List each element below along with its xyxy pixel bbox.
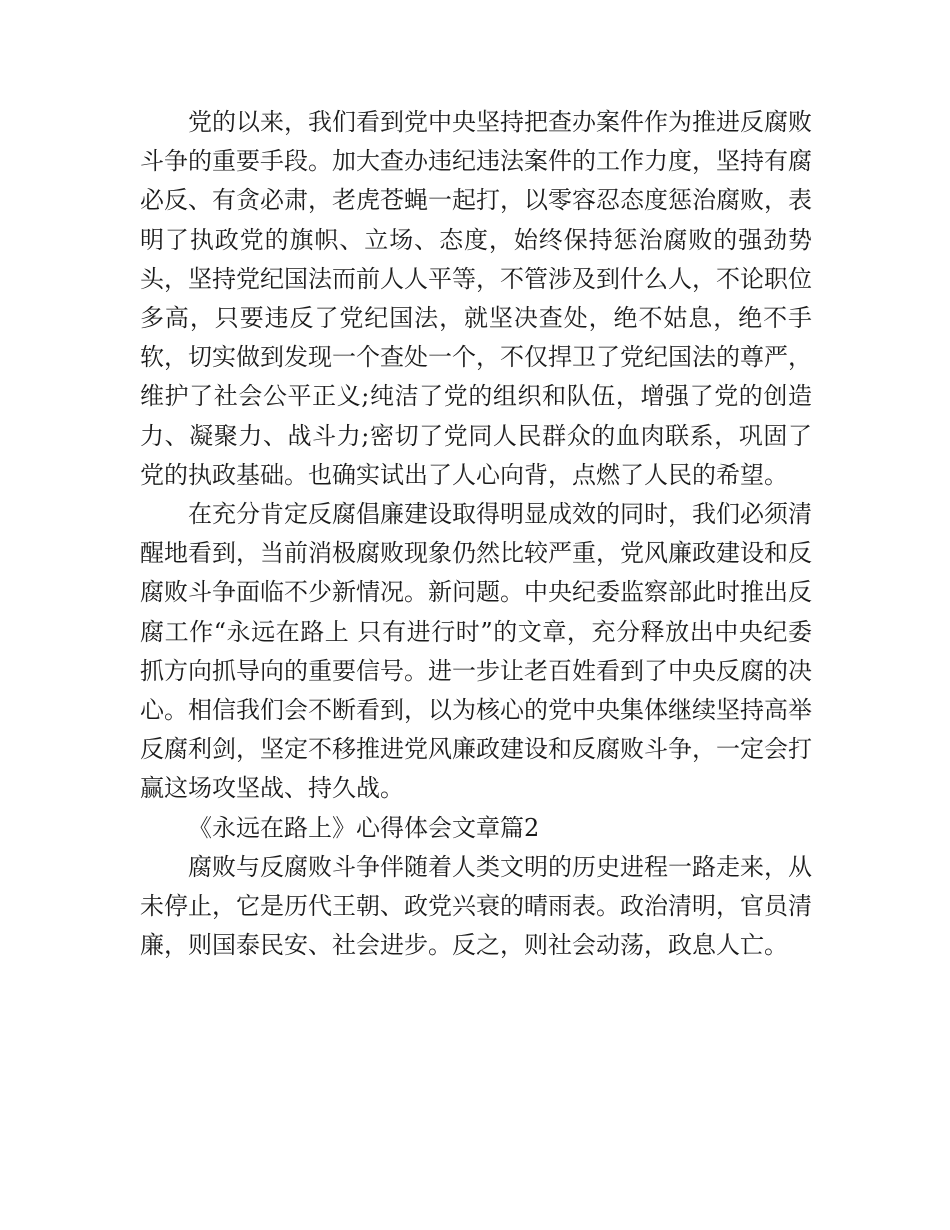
section-heading: 《永远在路上》心得体会文章篇2 (188, 813, 540, 842)
paragraph-1: 党的以来，我们看到党中央坚持把查办案件作为推进反腐败斗争的重要手段。加大查办违纪违法案件的工作力度，坚持有腐必反、有贪必肃，老虎苍蝇一起打，以零容忍态度惩治腐败，表明了执政党的旗帜、立场、态度，始终保持惩治腐败的强劲势头，坚持党纪国法而前人人平等，不管涉及到什么人，不论职位多高，只要违反了党纪国法，就坚决查处，绝不姑息，绝不手软，切实做到发现一个查处一个，不仅捍卫了党纪国法的尊严，维护了社会公平正义;纯洁了党的组织和队伍，增强了党的创造力、凝聚力、战斗力;密切了党同人民群众的血肉联系，巩固了党的执政基础。也确实试出了人心向背，点燃了人民的希望。 (140, 108, 812, 489)
paragraph-3: 腐败与反腐败斗争伴随着人类文明的历史进程一路走来，从未停止，它是历代王朝、政党兴衰的晴雨表。政治清明，官员清廉，则国泰民安、社会进步。反之，则社会动荡，政息人亡。 (140, 852, 812, 960)
document-body (140, 103, 812, 965)
paragraph-2: 在充分肯定反腐倡廉建设取得明显成效的同时，我们必须清醒地看到，当前消极腐败现象仍然比较严重，党风廉政建设和反腐败斗争面临不少新情况。新问题。中央纪委监察部此时推出反腐工作“永远在路上 只有进行时”的文章，充分释放出中央纪委抓方向抓导向的重要信号。进一步让老百姓看到了中央反腐的决心。相信我们会不断看到，以为核心的党中央集体继续坚持高举反腐利剑，坚定不移推进党风廉政建设和反腐败斗争，一定会打赢这场攻坚战、持久战。 (140, 500, 812, 803)
